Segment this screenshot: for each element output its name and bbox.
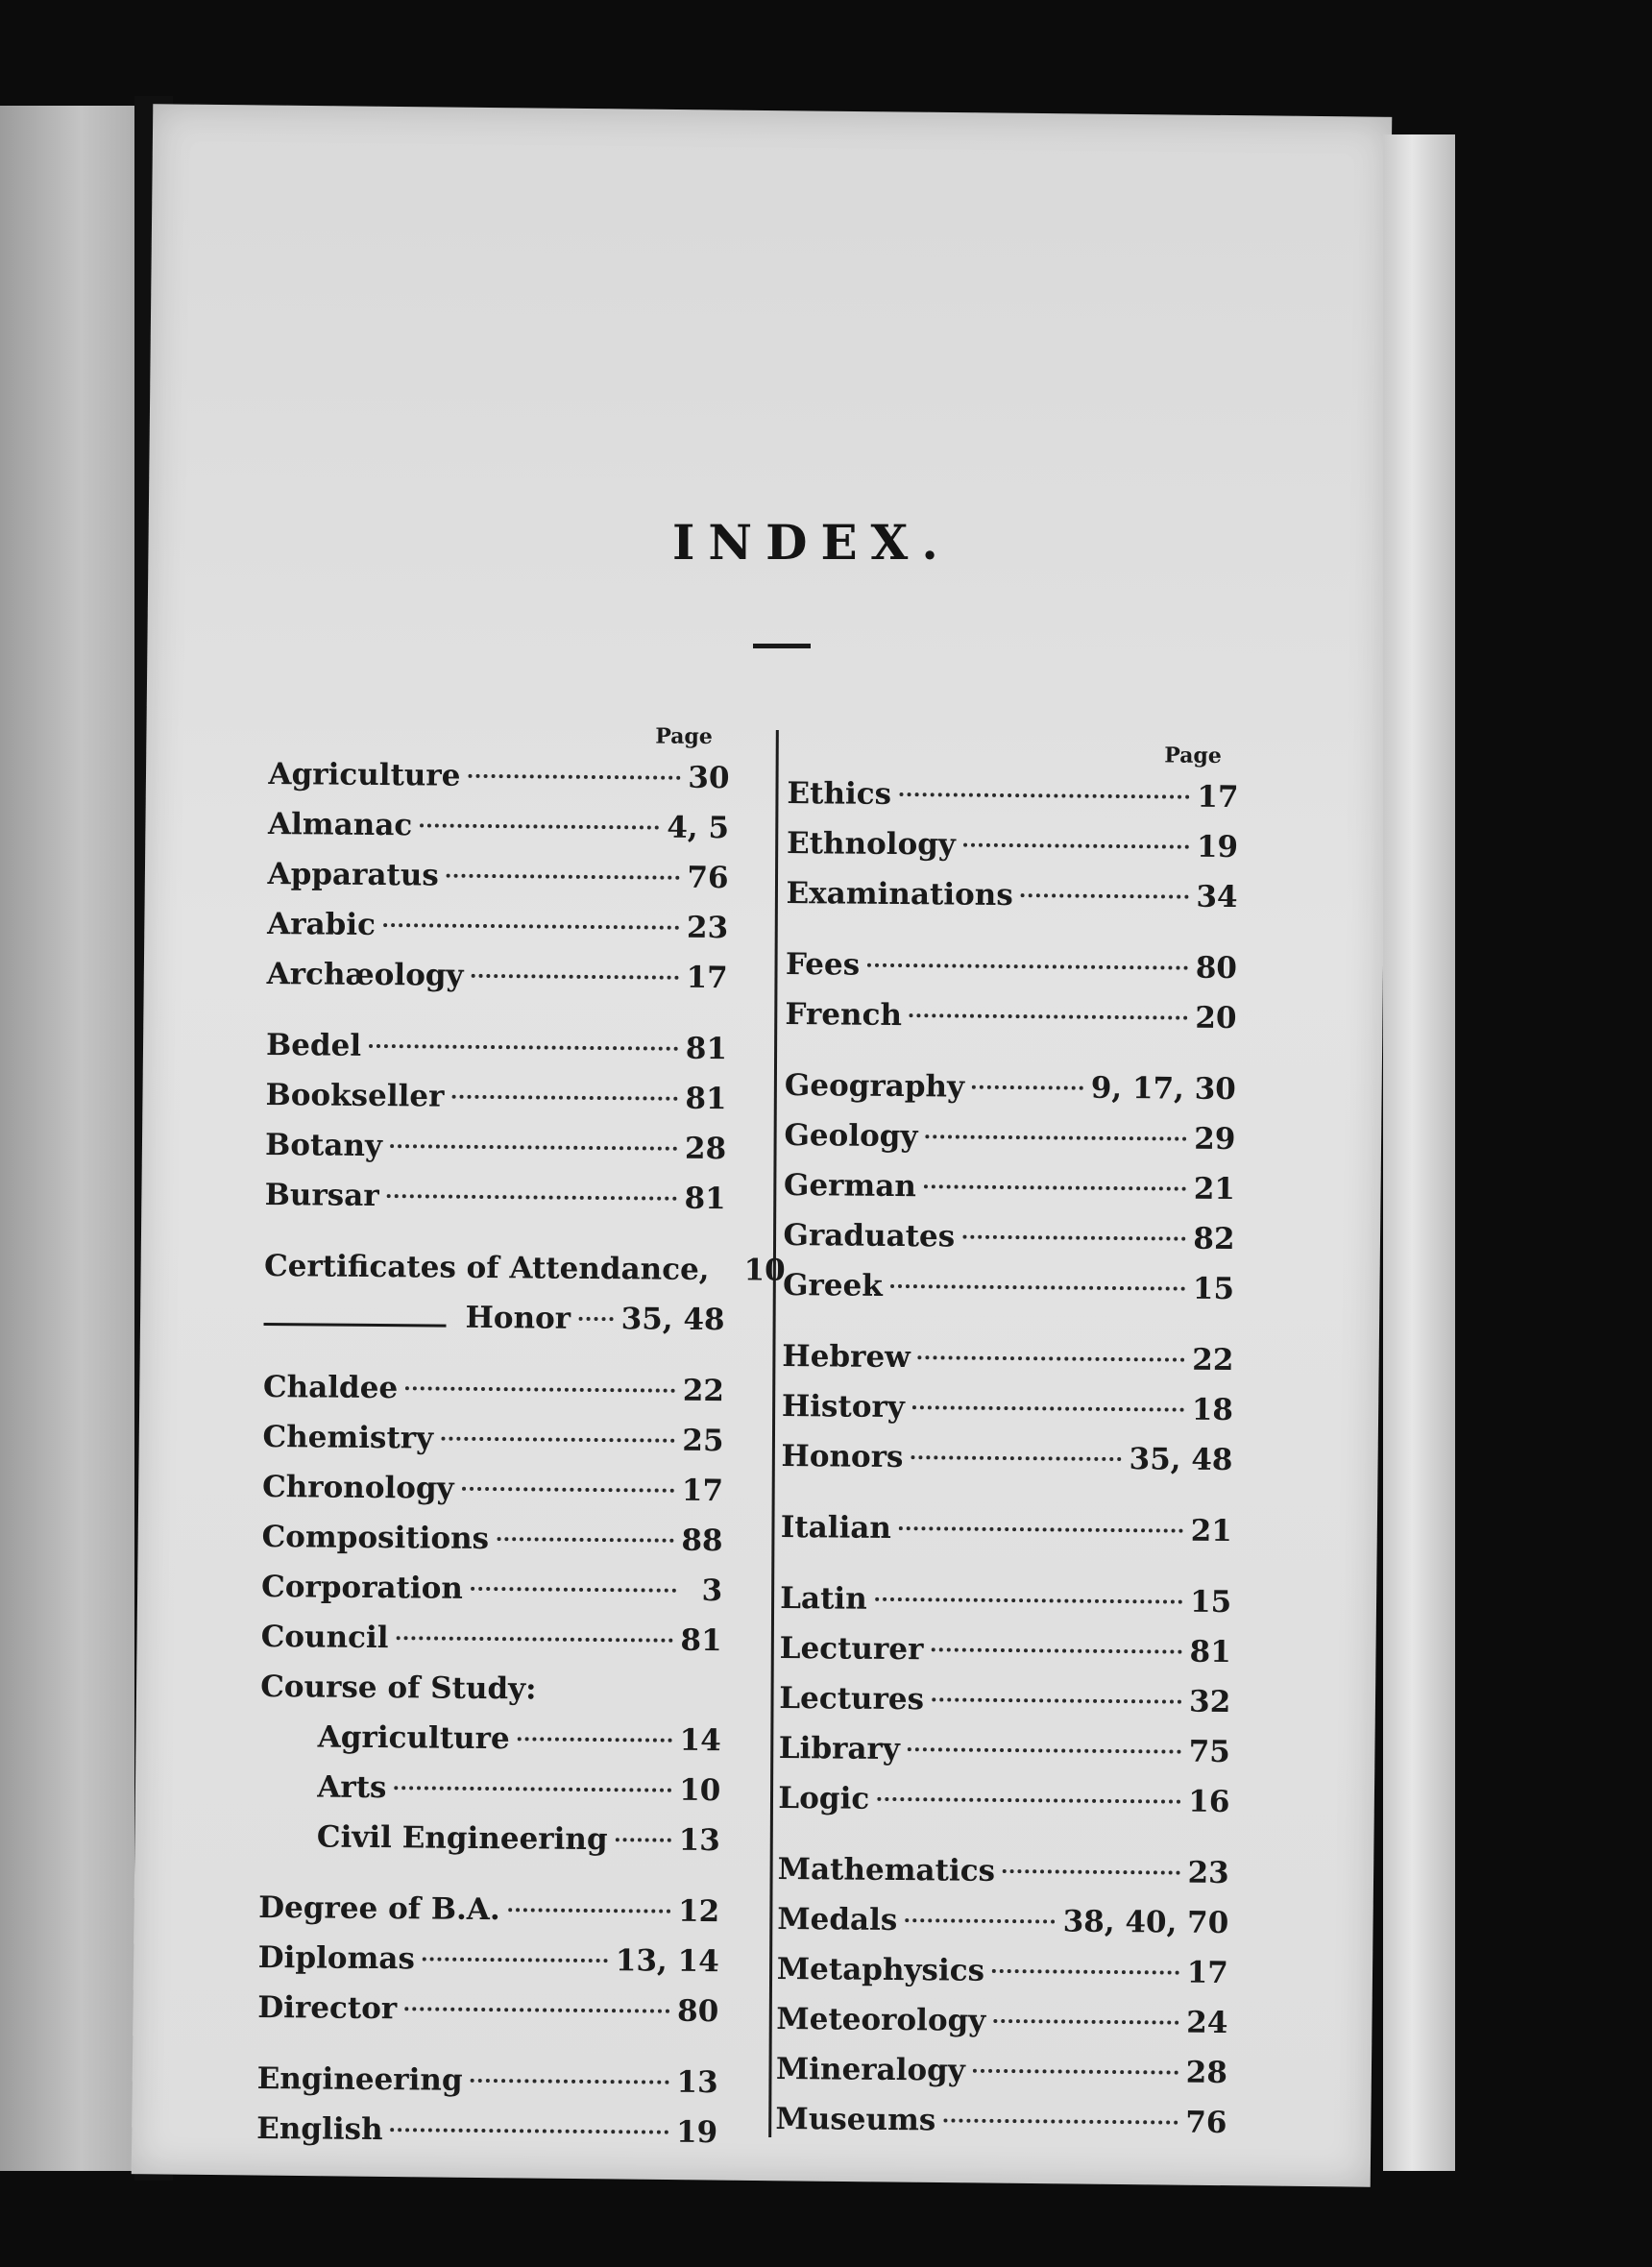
entry-label: Metaphysics xyxy=(776,1951,985,1988)
index-entry xyxy=(263,1299,724,1353)
dot-leader xyxy=(932,1697,1181,1703)
entry-label: French xyxy=(785,996,903,1034)
dot-leader xyxy=(518,1737,672,1742)
dot-leader xyxy=(394,1786,671,1792)
entry-page-number: 4, 5 xyxy=(667,810,730,846)
index-entry xyxy=(263,1370,724,1424)
entry-label: Lecturer xyxy=(779,1630,924,1668)
index-entry xyxy=(268,807,729,861)
adjacent-page-edge xyxy=(0,106,134,2171)
dot-leader xyxy=(899,1526,1183,1533)
entry-page-number: 14 xyxy=(679,1722,721,1759)
index-entry xyxy=(267,857,728,911)
entry-page-number: 19 xyxy=(1196,829,1239,865)
entry-label: Museums xyxy=(775,2101,936,2138)
entry-page-number: 82 xyxy=(1193,1221,1235,1257)
entry-label: Arabic xyxy=(266,906,377,942)
dot-leader xyxy=(943,2118,1178,2124)
dot-leader xyxy=(973,2069,1178,2075)
entry-page-number: 17 xyxy=(1197,779,1239,816)
entry-label: Diplomas xyxy=(257,1939,416,1977)
dot-leader xyxy=(925,1134,1186,1140)
dot-leader xyxy=(447,874,680,880)
index-entry xyxy=(779,1731,1230,1785)
right-column xyxy=(775,740,1239,2156)
entry-label: Honors xyxy=(781,1438,904,1475)
index-entry xyxy=(257,1940,718,1994)
dot-leader xyxy=(405,1386,675,1392)
entry-page-number: 3 xyxy=(701,1572,723,1609)
index-entry xyxy=(256,2061,717,2115)
index-entry xyxy=(259,1719,720,1773)
entry-page-number: 76 xyxy=(1185,2105,1227,2141)
entry-label: Library xyxy=(778,1730,901,1767)
page-fore-edge xyxy=(1383,134,1455,2171)
entry-label: Almanac xyxy=(267,806,413,843)
entry-label: German xyxy=(783,1167,917,1205)
entry-page-number: 15 xyxy=(1192,1271,1235,1307)
entry-label: Latin xyxy=(780,1580,867,1617)
index-entry xyxy=(259,1769,720,1823)
index-entry xyxy=(784,1118,1235,1172)
index-entry xyxy=(780,1581,1231,1635)
index-entry xyxy=(783,1268,1234,1322)
entry-page-number: 20 xyxy=(1195,1000,1237,1036)
index-entry xyxy=(260,1620,721,1673)
dot-leader xyxy=(391,2128,668,2134)
page-column-header: Page xyxy=(655,723,713,750)
index-entry xyxy=(268,757,729,811)
entry-label: Medals xyxy=(777,1901,898,1938)
index-entry xyxy=(779,1631,1230,1685)
index-entry xyxy=(266,957,727,1011)
entry-label: Council xyxy=(260,1619,389,1656)
entry-label: Bookseller xyxy=(265,1077,445,1114)
entry-label: Geography xyxy=(784,1067,965,1105)
dot-leader xyxy=(972,1085,1083,1090)
entry-page-number: 35, 48 xyxy=(1129,1442,1233,1478)
index-entry xyxy=(781,1439,1232,1493)
entry-page-number: 21 xyxy=(1193,1171,1236,1207)
dot-leader xyxy=(451,1095,677,1101)
entry-page-number: 34 xyxy=(1196,879,1238,915)
index-entry xyxy=(263,1248,786,1303)
entry-page-number: 76 xyxy=(687,860,729,896)
entry-page-number: 9, 17, 30 xyxy=(1090,1070,1236,1108)
entry-page-number: 22 xyxy=(682,1373,725,1409)
entry-label: Compositions xyxy=(261,1519,490,1557)
entry-page-number: 21 xyxy=(1190,1513,1232,1549)
dot-leader xyxy=(441,1437,674,1443)
entry-label: Hebrew xyxy=(782,1338,911,1376)
entry-label: Chemistry xyxy=(262,1419,434,1456)
index-entry xyxy=(779,1681,1230,1735)
entry-page-number: 19 xyxy=(675,2114,718,2151)
dot-leader xyxy=(877,1797,1180,1804)
entry-page-number: 17 xyxy=(686,960,728,996)
index-entry xyxy=(786,876,1237,930)
index-entry xyxy=(785,1068,1236,1122)
dot-leader xyxy=(616,1838,671,1842)
entry-label: Graduates xyxy=(783,1217,956,1255)
dot-leader xyxy=(875,1597,1182,1604)
dot-leader xyxy=(471,2079,669,2084)
index-entry xyxy=(262,1420,723,1474)
index-entry xyxy=(776,2002,1227,2056)
index-entry xyxy=(777,1902,1228,1956)
index-entry xyxy=(261,1570,722,1623)
index-entry xyxy=(787,776,1238,830)
entry-page-number: 22 xyxy=(1192,1342,1234,1378)
entry-page-number: 88 xyxy=(681,1523,723,1559)
entry-label: Ethics xyxy=(787,775,892,812)
entry-page-number: 81 xyxy=(680,1622,722,1659)
dot-leader xyxy=(924,1184,1186,1190)
dot-leader xyxy=(963,843,1189,849)
dot-leader xyxy=(912,1405,1184,1411)
dot-leader xyxy=(420,823,659,829)
entry-page-number: 13, 14 xyxy=(615,1943,719,1980)
dot-leader xyxy=(890,1284,1185,1291)
dot-leader xyxy=(908,1747,1181,1753)
entry-page-number: 15 xyxy=(1189,1584,1232,1621)
page-column-header: Page xyxy=(1164,743,1222,768)
dot-leader xyxy=(867,963,1188,970)
index-entry xyxy=(265,1078,726,1132)
entry-page-number: 23 xyxy=(1187,1855,1229,1891)
entry-label: Corporation xyxy=(260,1569,464,1606)
index-entry xyxy=(783,1218,1234,1272)
index-entry xyxy=(785,997,1236,1051)
dot-leader xyxy=(1021,893,1189,899)
index-entry xyxy=(265,1128,726,1182)
entry-label: Fees xyxy=(785,946,861,983)
entry-label: Meteorology xyxy=(776,2001,986,2038)
index-entry xyxy=(787,826,1238,880)
entry-page-number: 81 xyxy=(685,1031,728,1067)
dot-leader xyxy=(423,1957,608,1962)
entry-page-number: 35, 48 xyxy=(620,1302,725,1338)
entry-label: Italian xyxy=(780,1509,892,1546)
index-entry xyxy=(782,1339,1233,1393)
entry-label: Honor xyxy=(465,1300,571,1336)
entry-page-number: 23 xyxy=(686,910,729,946)
entry-page-number: 80 xyxy=(676,1993,719,2030)
dot-leader xyxy=(992,1969,1179,1975)
entry-page-number: 30 xyxy=(688,760,730,796)
entry-page-number: 13 xyxy=(678,1822,720,1859)
entry-label: Civil Engineering xyxy=(316,1819,608,1858)
entry-page-number: 16 xyxy=(1188,1784,1230,1820)
dot-leader xyxy=(497,1537,673,1543)
index-entry xyxy=(781,1510,1232,1564)
entry-page-number: 29 xyxy=(1194,1121,1236,1158)
entry-page-number: 81 xyxy=(684,1181,726,1217)
index-entry xyxy=(256,2111,717,2165)
dot-leader xyxy=(905,1918,1055,1923)
entry-page-number: 38, 40, 70 xyxy=(1062,1904,1229,1941)
dot-leader xyxy=(390,1144,677,1151)
index-entry xyxy=(260,1670,721,1723)
entry-page-number: 81 xyxy=(685,1081,727,1117)
entry-page-number: 32 xyxy=(1188,1684,1231,1720)
entry-label: Chaldee xyxy=(262,1369,399,1406)
entry-page-number: 10 xyxy=(678,1772,721,1809)
left-column xyxy=(256,720,786,2165)
left-entry-list xyxy=(256,756,786,2165)
index-entry xyxy=(266,1028,727,1082)
dot-leader xyxy=(472,974,679,980)
index-entry xyxy=(259,1819,720,1873)
index-entry xyxy=(786,947,1237,1001)
entry-label: Botany xyxy=(264,1127,383,1164)
entry-label: History xyxy=(781,1388,905,1426)
entry-label: English xyxy=(256,2110,383,2148)
index-entry xyxy=(782,1389,1233,1443)
dot-leader xyxy=(471,1587,676,1593)
dot-leader xyxy=(993,2019,1178,2025)
entry-label: Ethnology xyxy=(786,825,957,863)
entry-page-number: 12 xyxy=(677,1893,720,1930)
ditto-rule xyxy=(264,1323,447,1328)
entry-page-number: 10 xyxy=(743,1253,786,1288)
index-entry xyxy=(257,1990,718,2044)
entry-label: Apparatus xyxy=(267,856,439,893)
entry-page-number: 17 xyxy=(681,1473,724,1509)
index-entry xyxy=(777,1952,1228,2006)
entry-label: Chronology xyxy=(261,1469,454,1506)
index-entry xyxy=(261,1520,722,1573)
entry-label: Director xyxy=(257,1989,398,2027)
dot-leader xyxy=(468,774,680,780)
right-entry-list xyxy=(775,776,1238,2156)
entry-page-number: 28 xyxy=(684,1131,727,1167)
index-entry xyxy=(777,1852,1228,1906)
dot-leader xyxy=(397,1636,673,1643)
dot-leader xyxy=(918,1355,1184,1361)
entry-label: Agriculture xyxy=(317,1719,510,1757)
dot-leader xyxy=(369,1044,678,1051)
index-entry xyxy=(775,2102,1227,2156)
entry-label: Examinations xyxy=(786,875,1013,914)
dot-leader xyxy=(578,1317,614,1321)
entry-label: Mathematics xyxy=(777,1851,996,1889)
dot-leader xyxy=(1003,1869,1180,1875)
dot-leader xyxy=(931,1647,1181,1653)
entry-page-number: 13 xyxy=(676,2064,718,2101)
index-entry xyxy=(258,1890,719,1944)
index-entry xyxy=(778,1781,1229,1835)
dot-leader xyxy=(962,1235,1185,1241)
index-entry xyxy=(264,1178,725,1231)
dot-leader xyxy=(387,1194,677,1201)
entry-page-number: 18 xyxy=(1191,1392,1234,1428)
entry-label: Degree of B.A. xyxy=(258,1889,500,1928)
entry-page-number: 17 xyxy=(1186,1955,1228,1991)
dot-leader xyxy=(404,2007,669,2012)
entry-label: Logic xyxy=(778,1780,870,1816)
entry-label: Bursar xyxy=(264,1177,379,1214)
entry-label: Course of Study: xyxy=(260,1669,537,1707)
entry-page-number: 25 xyxy=(682,1423,724,1459)
entry-page-number: 80 xyxy=(1195,950,1238,987)
index-entry xyxy=(262,1470,723,1524)
dot-leader xyxy=(911,1455,1121,1461)
entry-label: Greek xyxy=(782,1267,883,1304)
dot-leader xyxy=(508,1908,670,1913)
dot-leader xyxy=(462,1487,674,1493)
entry-page-number: 24 xyxy=(1186,2005,1228,2041)
dot-leader xyxy=(899,792,1189,799)
title-rule xyxy=(753,644,811,648)
page-title: INDEX. xyxy=(672,514,952,571)
entry-label: Agriculture xyxy=(268,756,461,793)
entry-page-number: 28 xyxy=(1185,2055,1228,2091)
entry-label: Arts xyxy=(317,1769,387,1806)
index-entry xyxy=(776,2052,1227,2106)
entry-label: Archæology xyxy=(266,956,464,993)
entry-label: Geology xyxy=(784,1117,918,1155)
entry-page-number: 75 xyxy=(1188,1734,1230,1770)
dot-leader xyxy=(383,923,679,930)
entry-label: Lectures xyxy=(779,1680,925,1718)
entry-page-number: 81 xyxy=(1189,1634,1231,1670)
entry-label: Bedel xyxy=(265,1027,362,1063)
index-entry xyxy=(784,1168,1235,1222)
dot-leader xyxy=(910,1013,1187,1020)
dot-leader xyxy=(545,1692,676,1693)
entry-label: Certificates of Attendance, xyxy=(263,1248,710,1288)
index-entry xyxy=(267,907,728,961)
entry-label: Engineering xyxy=(256,2060,463,2098)
entry-label: Mineralogy xyxy=(775,2051,965,2088)
